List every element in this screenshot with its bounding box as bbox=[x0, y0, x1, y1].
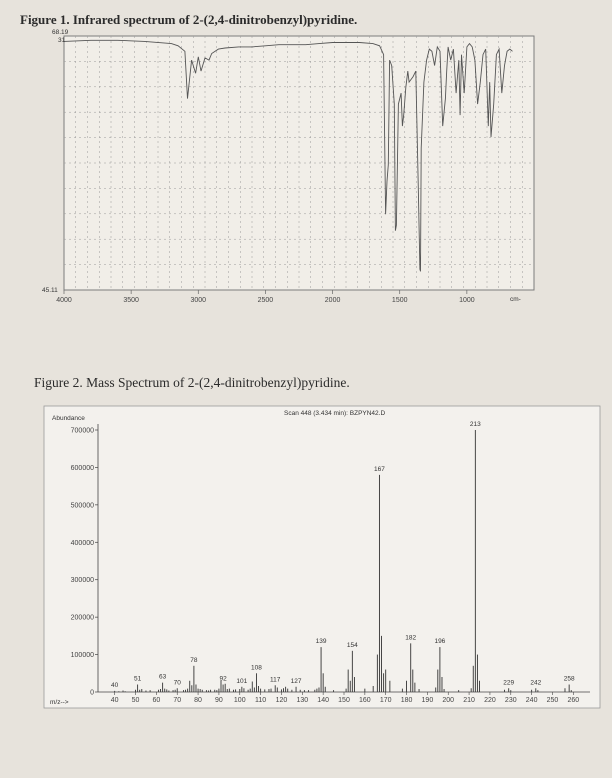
ms-peak-label: 229 bbox=[503, 679, 515, 687]
ir-top-label-a: 68.19 bbox=[52, 29, 69, 36]
ms-scan-label: Scan 448 (3.434 min): BZPYN42.D bbox=[284, 410, 386, 417]
ms-peak-label: 258 bbox=[563, 675, 575, 683]
figure1-caption: Figure 1. Infrared spectrum of 2-(2,4-dinitrobenzyl)pyridine. bbox=[20, 12, 358, 27]
ms-y-tick-label: 200000 bbox=[70, 614, 94, 622]
ir-x-unit: cm- bbox=[510, 296, 521, 303]
ms-y-tick-label: 500000 bbox=[70, 502, 94, 510]
ms-x-tick-label: 260 bbox=[567, 697, 580, 704]
ms-y-tick-label: 400000 bbox=[70, 539, 94, 547]
ms-peak-label: 101 bbox=[236, 677, 248, 685]
ms-peak-label: 108 bbox=[251, 664, 262, 672]
ir-x-tick-label: 3500 bbox=[123, 297, 139, 304]
ms-peak-label: 70 bbox=[173, 679, 181, 687]
ms-x-tick-label: 250 bbox=[546, 697, 559, 704]
ms-x-tick-label: 140 bbox=[317, 697, 329, 704]
ms-abundance-label: Abundance bbox=[52, 415, 85, 422]
ir-x-tick-label: 1500 bbox=[391, 297, 408, 304]
ir-x-tick-label: 4000 bbox=[56, 297, 72, 304]
ms-x-tick-label: 180 bbox=[400, 697, 413, 704]
ms-peak-label: 117 bbox=[270, 676, 281, 684]
ms-x-tick-label: 50 bbox=[131, 697, 140, 704]
ms-peak-label: 139 bbox=[315, 638, 327, 646]
ms-panel bbox=[44, 406, 600, 708]
ms-x-tick-label: 60 bbox=[152, 697, 161, 704]
ms-x-tick-label: 110 bbox=[255, 697, 267, 704]
ms-x-tick-label: 100 bbox=[233, 697, 246, 704]
ms-x-tick-label: 90 bbox=[215, 697, 223, 704]
ms-x-tick-label: 240 bbox=[525, 697, 538, 704]
ms-y-tick-label: 300000 bbox=[70, 577, 94, 585]
ms-peak-label: 40 bbox=[111, 681, 119, 689]
ms-x-tick-label: 130 bbox=[296, 697, 309, 704]
ms-x-tick-label: 120 bbox=[275, 697, 288, 704]
ms-peak-label: 92 bbox=[219, 675, 227, 683]
ms-x-tick-label: 40 bbox=[110, 697, 119, 704]
ms-peak-label: 196 bbox=[434, 638, 446, 646]
ms-peak-label: 154 bbox=[346, 641, 358, 649]
ms-x-tick-label: 190 bbox=[421, 697, 434, 704]
ir-x-tick-label: 1000 bbox=[459, 297, 475, 304]
ms-x-tick-label: 210 bbox=[463, 697, 475, 704]
ms-x-tick-label: 170 bbox=[379, 697, 392, 704]
ir-top-label-b: 31 bbox=[58, 37, 66, 44]
ir-x-tick-label: 2500 bbox=[257, 297, 274, 304]
ms-x-tick-label: 150 bbox=[338, 697, 350, 704]
ms-x-tick-label: 220 bbox=[484, 697, 496, 704]
ms-peak-label: 242 bbox=[530, 679, 542, 687]
ms-x-tick-label: 80 bbox=[194, 697, 202, 704]
figure2-caption: Figure 2. Mass Spectrum of 2-(2,4-dinitrobenzyl)pyridine. bbox=[34, 375, 350, 390]
ms-x-tick-label: 230 bbox=[504, 697, 517, 704]
ms-y-tick-label: 700000 bbox=[70, 427, 94, 435]
ms-x-tick-label: 200 bbox=[442, 697, 455, 704]
ms-peak-label: 127 bbox=[290, 677, 302, 685]
ms-x-tick-label: 160 bbox=[359, 697, 371, 704]
ir-x-tick-label: 2000 bbox=[324, 297, 341, 304]
ms-peak-label: 51 bbox=[133, 675, 142, 683]
ms-peak-label: 182 bbox=[405, 634, 417, 642]
ms-peak-label: 78 bbox=[190, 656, 198, 664]
ms-peak-label: 63 bbox=[159, 673, 167, 681]
ms-peak-label: 167 bbox=[374, 465, 385, 473]
ms-y-tick-label: 100000 bbox=[70, 652, 94, 660]
ms-mz-label: m/z--> bbox=[50, 699, 69, 706]
ms-peak-label: 213 bbox=[469, 421, 481, 428]
ms-x-tick-label: 70 bbox=[173, 697, 182, 704]
ms-y-tick-label: 0 bbox=[90, 689, 94, 697]
ir-x-tick-label: 3000 bbox=[190, 297, 207, 304]
ms-y-tick-label: 600000 bbox=[70, 464, 94, 472]
ir-bottom-label: 45.11 bbox=[42, 287, 58, 294]
